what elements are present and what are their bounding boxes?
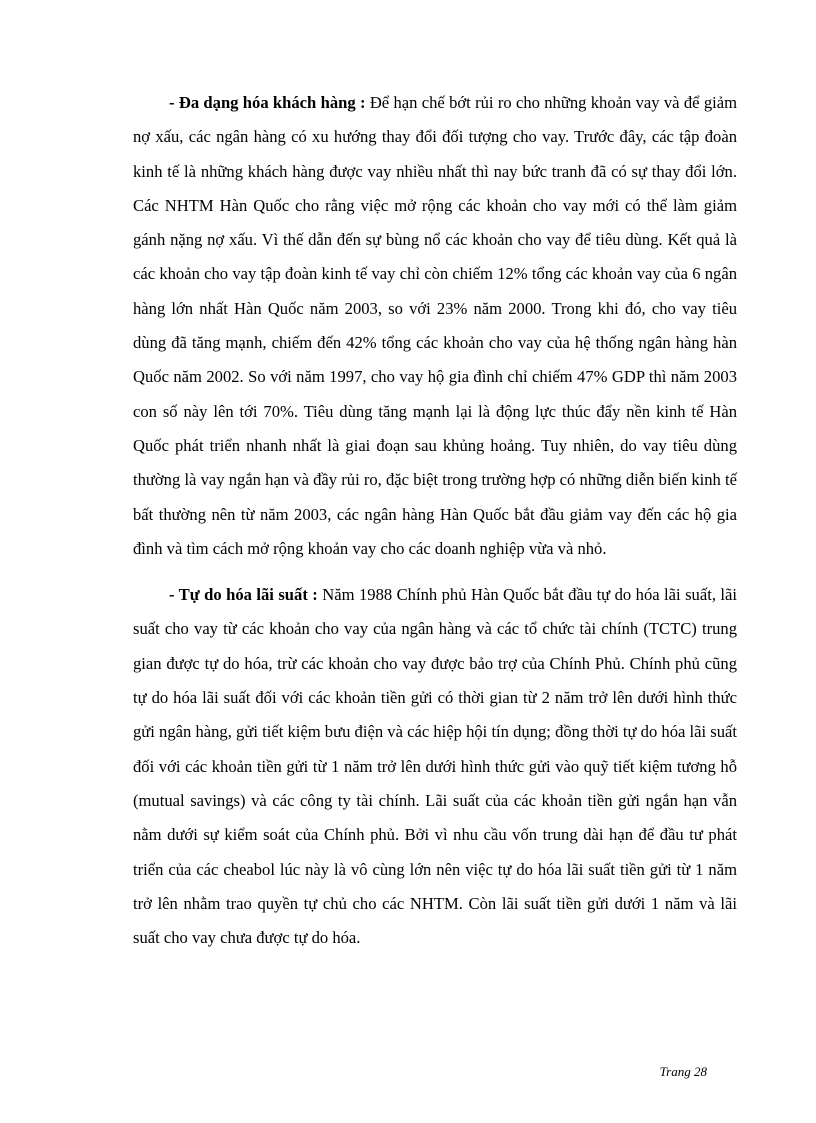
body-text: [133, 86, 737, 955]
paragraph-heading: - Tự do hóa lãi suất :: [169, 585, 318, 605]
paragraph-interest-rate-liberalization: [133, 578, 737, 955]
paragraph-body: Năm 1988 Chính phủ Hàn Quốc bắt đầu tự do hóa lãi suất, lãi suất cho vay từ các khoản cho vay của ngân hàng và các tổ chức tài chính (TCTC) trung gian được tự do hóa, trừ các khoản cho vay được bảo trợ của Chính Phủ. Chính phủ cũng tự do hóa lãi suất đối với các khoản tiền gửi có thời gian từ 2 năm trở lên dưới hình thức gửi ngân hàng, gửi tiết kiệm bưu điện và các hiệp hội tín dụng; đồng thời tự do hóa lãi suất đối với các khoản tiền gửi từ 1 năm trở lên dưới hình thức gửi vào quỹ tiết kiệm tương hỗ (mutual savings) và các công ty tài chính. Lãi suất của các khoản tiền gửi ngắn hạn vẫn nằm dưới sự kiểm soát của Chính phủ. Bởi vì nhu cầu vốn trung dài hạn để đầu tư phát triển của các cheabol lúc này là vô cùng lớn nên việc tự do hóa lãi suất tiền gửi từ 1 năm trở lên nhằm trao quyền tự chủ cho các NHTM. Còn lãi suất tiền gửi dưới 1 năm và lãi suất cho vay chưa được tự do hóa.: [133, 585, 737, 948]
paragraph-customer-diversification: [133, 86, 737, 566]
paragraph-body: Để hạn chế bớt rủi ro cho những khoản vay và để giảm nợ xấu, các ngân hàng có xu hướng thay đổi đối tượng cho vay. Trước đây, các tập đoàn kinh tế là những khách hàng được vay nhiều nhất thì nay bức tranh đã có sự thay đổi lớn. Các NHTM Hàn Quốc cho rằng việc mở rộng các khoản cho vay mới có thể làm giảm gánh nặng nợ xấu. Vì thế dẫn đến sự bùng nổ các khoản cho vay để tiêu dùng. Kết quả là các khoản cho vay tập đoàn kinh tế vay chỉ còn chiếm 12% tổng các khoản vay của 6 ngân hàng lớn nhất Hàn Quốc năm 2003, so với 23% năm 2000. Trong khi đó, cho vay tiêu dùng đã tăng mạnh, chiếm đến 42% tổng các khoản cho vay của hệ thống ngân hàng hàn Quốc năm 2002. So với năm 1997, cho vay hộ gia đình chỉ chiếm 47% GDP thì năm 2003 con số này lên tới 70%. Tiêu dùng tăng mạnh lại là động lực thúc đẩy nền kinh tế Hàn Quốc phát triển nhanh nhất là giai đoạn sau khủng hoảng. Tuy nhiên, do vay tiêu dùng thường là vay ngắn hạn và đầy rủi ro, đặc biệt trong trường hợp có những diễn biến kinh tế bất thường nên từ năm 2003, các ngân hàng Hàn Quốc bắt đầu giảm vay đến các hộ gia đình và tìm cách mở rộng khoản vay cho các doanh nghiệp vừa và nhỏ.: [133, 93, 737, 558]
page-number: Trang 28: [659, 1064, 707, 1079]
paragraph-heading: - Đa dạng hóa khách hàng :: [169, 93, 366, 112]
